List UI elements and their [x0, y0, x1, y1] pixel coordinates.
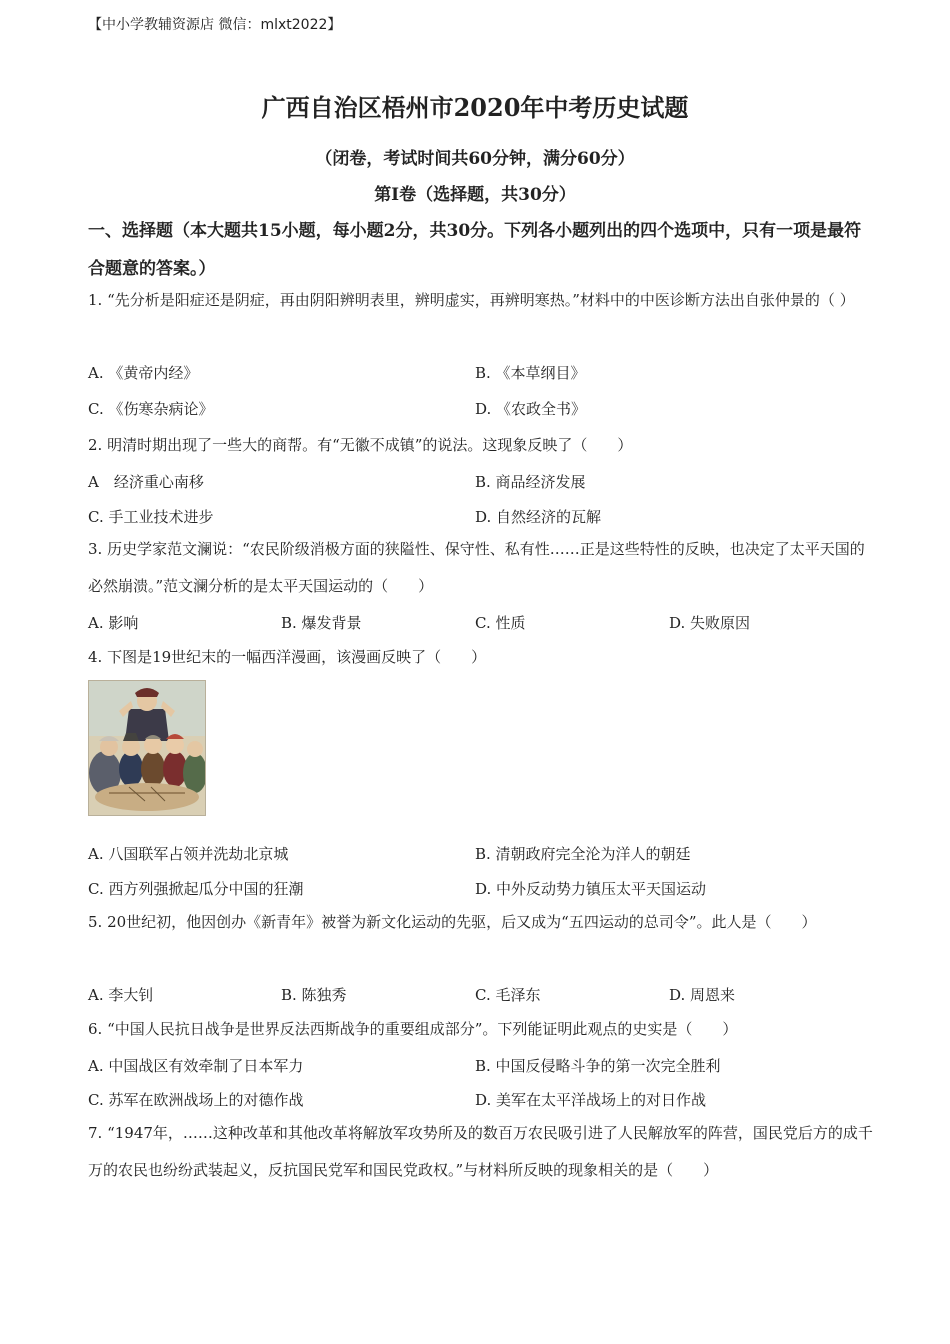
question-6-option-c: C. 苏军在欧洲战场上的对德作战	[88, 1091, 304, 1109]
question-5-option-b: B. 陈独秀	[281, 986, 347, 1004]
question-6-stem: 6. “中国人民抗日战争是世界反法西斯战争的重要组成部分”。下列能证明此观点的史实是（ ）	[88, 1020, 738, 1038]
exam-subtitle: （闭卷，考试时间共60分钟，满分60分）	[315, 149, 635, 169]
question-3-option-c: C. 性质	[475, 614, 526, 632]
question-1-option-c: C. 《伤寒杂病论》	[88, 400, 214, 418]
header-note: 【中小学教辅资源店 微信：mlxt2022】	[88, 17, 342, 33]
question-4-option-b: B. 清朝政府完全沦为洋人的朝廷	[475, 845, 691, 863]
question-1-option-b: B. 《本草纲目》	[475, 364, 586, 382]
question-6-option-d: D. 美军在太平洋战场上的对日作战	[475, 1091, 707, 1109]
cartoon-illustration	[88, 680, 206, 816]
question-3-stem: 3. 历史学家范文澜说：“农民阶级消极方面的狭隘性、保守性、私有性……正是这些特性的反映，也决定了太平天国的必然崩溃。”范文澜分析的是太平天国运动的（ ）	[88, 540, 865, 595]
question-3-option-d: D. 失败原因	[669, 614, 751, 632]
exam-title: 广西自治区梧州市2020年中考历史试题	[261, 93, 689, 122]
question-6-option-b: B. 中国反侵略斗争的第一次完全胜利	[475, 1057, 721, 1075]
question-5-option-d: D. 周恩来	[669, 986, 736, 1004]
question-1-stem: 1. “先分析是阳症还是阴症，再由阴阳辨明表里，辨明虚实，再辨明寒热。”材料中的中医诊断方法出自张仲景的（ ）	[88, 291, 855, 309]
question-5-option-a: A. 李大钊	[88, 986, 154, 1004]
section-title: 第Ⅰ卷（选择题，共30分）	[374, 185, 576, 205]
question-4-option-a: A. 八国联军占领并洗劫北京城	[88, 845, 289, 863]
question-1-option-a: A. 《黄帝内经》	[88, 364, 199, 382]
question-2-option-c: C. 手工业技术进步	[88, 508, 214, 526]
question-2-option-a: A 经济重心南移	[88, 473, 204, 491]
question-2-option-b: B. 商品经济发展	[475, 473, 586, 491]
question-2-option-d: D. 自然经济的瓦解	[475, 508, 602, 526]
question-1-option-d: D. 《农政全书》	[475, 400, 587, 418]
question-4-stem: 4. 下图是19世纪末的一幅西洋漫画，该漫画反映了（ ）	[88, 648, 487, 666]
question-4-option-c: C. 西方列强掀起瓜分中国的狂潮	[88, 880, 304, 898]
question-3-option-b: B. 爆发背景	[281, 614, 362, 632]
question-5-stem: 5. 20世纪初，他因创办《新青年》被誉为新文化运动的先驱，后又成为“五四运动的总司令”。此人是（ ）	[88, 913, 817, 931]
section-instructions: 一、选择题（本大题共15小题，每小题2分，共30分。下列各小题列出的四个选项中，只有一项是最符合题意的答案。）	[88, 221, 862, 279]
question-5-option-c: C. 毛泽东	[475, 986, 541, 1004]
question-7-stem: 7. “1947年，……这种改革和其他改革将解放军攻势所及的数百万农民吸引进了人民解放军的阵营，国民党后方的成千万的农民也纷纷武装起义，反抗国民党军和国民党政权。”与材料所反映的现象相关的是（ ）	[88, 1124, 873, 1179]
question-2-stem: 2. 明清时期出现了一些大的商帮。有“无徽不成镇”的说法。这现象反映了（ ）	[88, 436, 633, 454]
question-4-option-d: D. 中外反动势力镇压太平天国运动	[475, 880, 707, 898]
question-6-option-a: A. 中国战区有效牵制了日本军力	[88, 1057, 304, 1075]
question-3-option-a: A. 影响	[88, 614, 139, 632]
